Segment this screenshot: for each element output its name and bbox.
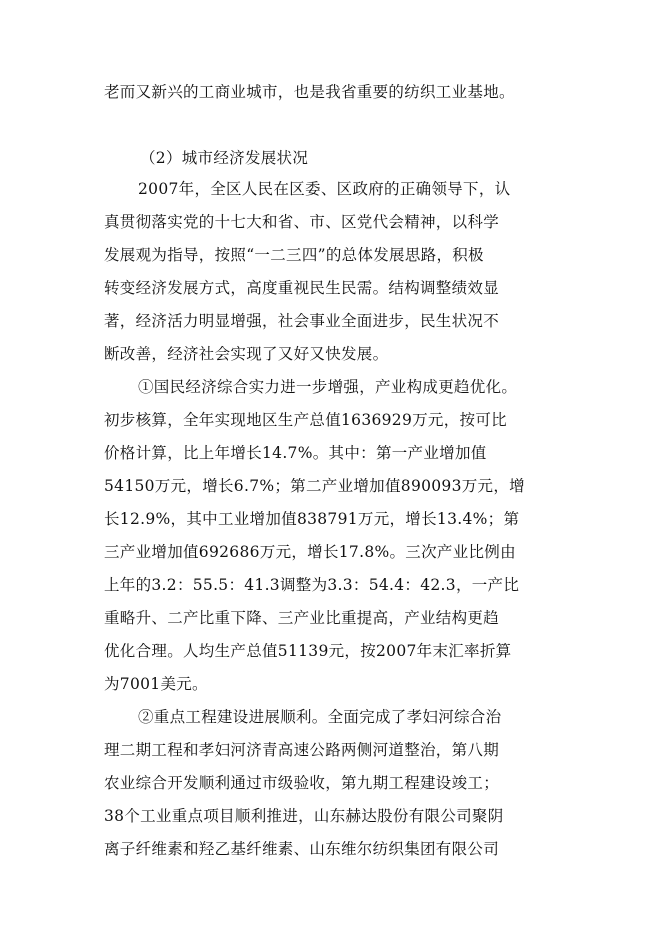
text-line-11: 价格计算，比上年增长14.7%。其中：第一产业增加值 [104, 444, 487, 462]
text-line-13: 长12.9%，其中工业增加值838791万元，增长13.4%；第 [104, 510, 520, 528]
text-line-14: 三产业增加值692686万元，增长17.8%。三次产业比例由 [104, 543, 516, 561]
text-line-18: 为7001美元。 [104, 675, 208, 693]
text-line-12: 54150万元，增长6.7%；第二产业增加值890093万元，增 [104, 477, 525, 495]
text-line-9: ①国民经济综合实力进一步增强，产业构成更趋优化。 [138, 378, 518, 396]
text-line-20: 理二期工程和孝妇河济青高速公路两侧河道整治，第八期 [104, 741, 500, 759]
text-line-1: 老而又新兴的工商业城市，也是我省重要的纺织工业基地。 [104, 83, 515, 101]
text-line-10: 初步核算，全年实现地区生产总值1636929万元，按可比 [104, 411, 507, 429]
text-line-15: 上年的3.2：55.5：41.3调整为3.3：54.4：42.3，一产比 [104, 576, 520, 594]
text-line-5: 发展观为指导，按照“一二三四”的总体发展思路，积极 [104, 246, 484, 264]
text-line-16: 重略升、二产比重下降、三产业比重提高，产业结构更趋 [104, 609, 500, 627]
text-line-21: 农业综合开发顺利通过市级验收，第九期工程建设竣工； [104, 774, 500, 792]
text-line-6: 转变经济发展方式，高度重视民生民需。结构调整绩效显 [104, 279, 500, 297]
text-line-7: 著，经济活力明显增强，社会事业全面进步，民生状况不 [104, 312, 500, 330]
text-line-22: 38个工业重点项目顺利推进，山东赫达股份有限公司聚阴 [104, 807, 504, 825]
section-heading: （2）城市经济发展状况 [140, 149, 309, 167]
text-line-23: 离子纤维素和羟乙基纤维素、山东维尔纺织集团有限公司 [104, 840, 500, 858]
text-line-17: 优化合理。人均生产总值51139元，按2007年末汇率折算 [104, 642, 512, 660]
text-line-19: ②重点工程建设进展顺利。全面完成了孝妇河综合治 [138, 708, 502, 726]
text-line-4: 真贯彻落实党的十七大和省、市、区党代会精神，以科学 [104, 213, 500, 231]
text-line-8: 断改善，经济社会实现了又好又快发展。 [104, 345, 389, 363]
text-line-3: 2007年，全区人民在区委、区政府的正确领导下，认 [138, 180, 511, 198]
